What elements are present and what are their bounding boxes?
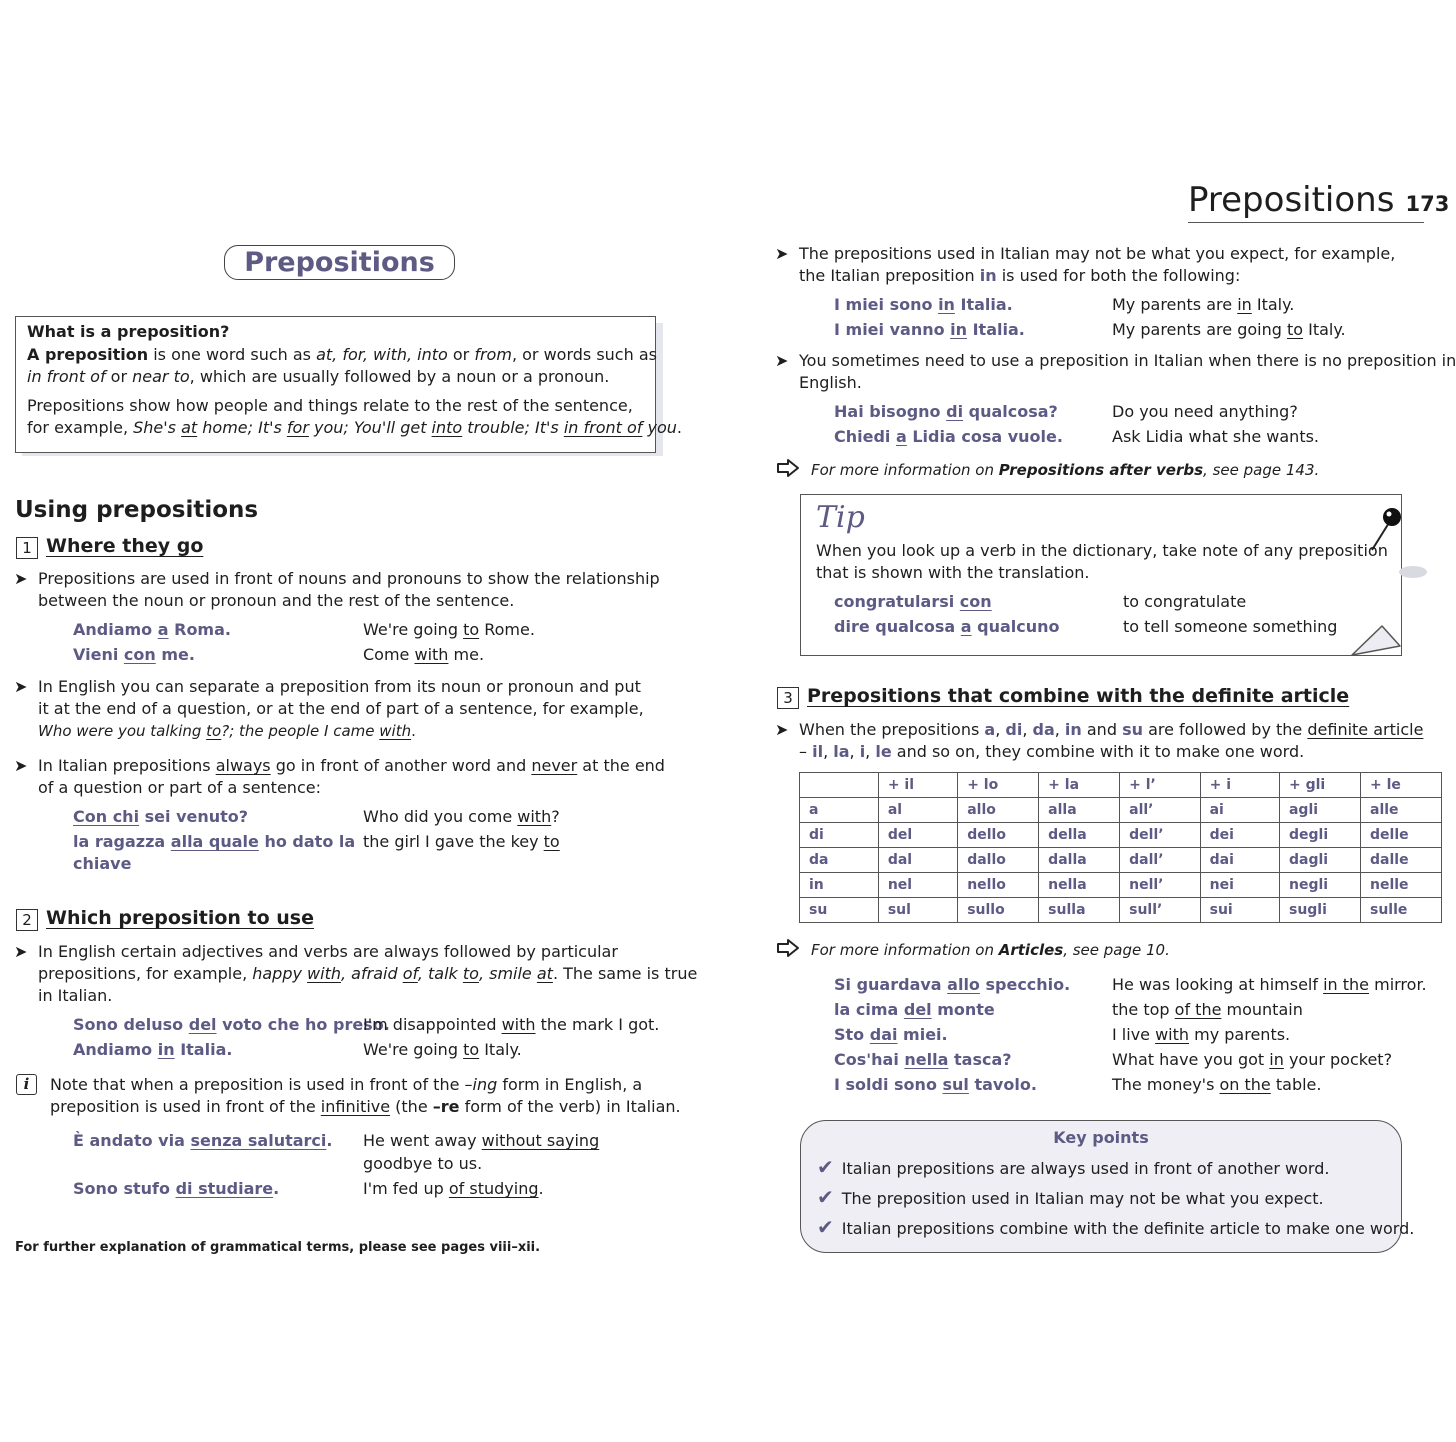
section-1-bullet-2: ➤ In English you can separate a preposition from its noun or pronoun and put it at the end of a question, or at the end of part of a sentence, for example, Who were you talking to?; the people I came with. [38,676,638,742]
section-1-bullet-1: ➤ Prepositions are used in front of nouns and pronouns to show the relationship between the noun or pronoun and the rest of the sentence. [38,568,638,612]
table-cell: dello [958,823,1039,848]
right-bullet-2: ➤ You sometimes need to use a preposition in Italian when there is no preposition in English. [799,350,1429,394]
table-cell: + lo [958,773,1039,798]
section-1-number: 1 [16,537,38,559]
table-cell: negli [1279,873,1360,898]
table-cell: della [1039,823,1120,848]
reference-articles: For more information on Articles, see page 10. [811,941,1170,959]
table-cell: da [800,848,879,873]
example-row: la cima del monte the top of the mountain [834,1000,1303,1019]
key-point-item: ✔ Italian prepositions combine with the definite article to make one word. [817,1215,1415,1239]
table-cell: sulle [1361,898,1442,923]
table-cell: + gli [1279,773,1360,798]
definition-line-2: in front of or near to, which are usually followed by a noun or a pronoun. [27,367,610,386]
example-row: dire qualcosa a qualcuno to tell someone something [834,617,1338,636]
table-cell: agli [1279,798,1360,823]
definition-line-4: for example, She's at home; It's for you; You'll get into trouble; It's in front of you. [27,418,682,437]
table-cell: + l’ [1120,773,1200,798]
section-1-examples-1 [73,617,633,667]
table-cell: sulla [1039,898,1120,923]
page-header [1188,178,1450,223]
check-icon: ✔ [817,1155,834,1179]
tip-examples [834,589,1374,639]
key-point-item: ✔ The preposition used in Italian may not be what you expect. [817,1185,1324,1209]
example-row: la ragazza alla quale ho dato la the girl I gave the key to [73,832,560,851]
example-row: I miei vanno in Italia. My parents are going to Italy. [834,320,1346,339]
example-row: I soldi sono sul tavolo. The money's on the table. [834,1075,1322,1094]
example-row: chiave [73,854,132,873]
page-header-title: Prepositions [1188,180,1395,220]
section-2-number: 2 [16,909,38,931]
example-row: congratularsi con to congratulate [834,592,1247,611]
table-cell: dall’ [1120,848,1200,873]
table-header-row [800,773,1442,798]
example-row: Si guardava allo specchio. He was looking at himself in the mirror. [834,975,1427,994]
article-combination-table [799,772,1442,923]
reference-prepositions-after-verbs: For more information on Prepositions after verbs, see page 143. [811,461,1320,479]
section-1-examples-2 [73,804,633,876]
table-cell: delle [1361,823,1442,848]
title-badge-text: Prepositions [244,247,435,278]
table-cell: dai [1200,848,1279,873]
section-2-bullet-1: ➤ In English certain adjectives and verbs are always followed by particular prepositions, for example, happy with, afraid of, talk to, smile at. The same is true in Italian. [38,941,648,1007]
reference-arrow-icon [776,938,800,962]
table-cell: + le [1361,773,1442,798]
table-row [800,898,1442,923]
table-cell: dalla [1039,848,1120,873]
reference-arrow-icon [776,458,800,482]
table-cell: dal [878,848,957,873]
example-row: Sono deluso del voto che ho preso. I'm disappointed with the mark I got. [73,1015,660,1034]
table-cell: allo [958,798,1039,823]
table-cell: + i [1200,773,1279,798]
table-cell: dallo [958,848,1039,873]
table-cell: sugli [1279,898,1360,923]
example-row: Hai bisogno di qualcosa? Do you need anything? [834,402,1298,421]
table-cell: alle [1361,798,1442,823]
section-3-examples [834,972,1427,1097]
section-2-note: Note that when a preposition is used in front of the –ing form in English, a preposition is used in front of the infinitive (the –re form of the verb) in Italian. [50,1075,681,1116]
table-cell: in [800,873,879,898]
using-prepositions-heading: Using prepositions [15,497,259,523]
footer-note: For further explanation of grammatical terms, please see pages viii–xii. [15,1240,541,1255]
section-1-bullet-3: ➤ In Italian prepositions always go in front of another word and never at the end of a question or part of a sentence: [38,755,638,799]
key-point-item: ✔ Italian prepositions are always used in front of another word. [817,1155,1330,1179]
table-cell: all’ [1120,798,1200,823]
table-cell: nella [1039,873,1120,898]
right-examples-2 [834,399,1414,449]
definition-line-1: A preposition is one word such as at, for, with, into or from, or words such as [27,344,657,364]
table-cell: nel [878,873,957,898]
section-3-bullet: ➤ When the prepositions a, di, da, in and su are followed by the definite article – il, la, i, le and so on, they combine with it to make one word. [799,719,1419,763]
page-number: 173 [1405,192,1450,216]
example-row: I miei sono in Italia. My parents are in Italy. [834,295,1295,314]
section-3-title: Prepositions that combine with the definite article [807,685,1350,707]
table-cell: + la [1039,773,1120,798]
table-row [800,798,1442,823]
check-icon: ✔ [817,1185,834,1209]
table-row [800,823,1442,848]
table-row [800,873,1442,898]
table-cell: alla [1039,798,1120,823]
table-cell [800,773,879,798]
table-cell: + il [878,773,957,798]
table-cell: nelle [1361,873,1442,898]
example-row: Andiamo a Roma. We're going to Rome. [73,620,535,639]
tip-title: Tip [816,500,865,535]
section-2-examples-2 [73,1128,653,1201]
table-cell: dagli [1279,848,1360,873]
section-1-title: Where they go [46,535,204,557]
table-cell: nell’ [1120,873,1200,898]
table-cell: ai [1200,798,1279,823]
table-cell: dell’ [1120,823,1200,848]
table-cell: nei [1200,873,1279,898]
example-row: Chiedi a Lidia cosa vuole. Ask Lidia what she wants. [834,427,1320,446]
section-2-examples-1 [73,1012,660,1062]
section-2-title: Which preposition to use [46,907,314,929]
example-row: goodbye to us. [363,1154,483,1173]
table-cell: dalle [1361,848,1442,873]
right-examples-1 [834,292,1414,342]
example-row: Sto dai miei. I live with my parents. [834,1025,1291,1044]
right-bullet-1: ➤ The prepositions used in Italian may not be what you expect, for example, the Italian preposition in is used for both the following: [799,243,1419,287]
table-cell: nello [958,873,1039,898]
key-points-box [800,1120,1415,1253]
table-cell: a [800,798,879,823]
key-points-title: Key points [1053,1128,1149,1147]
table-cell: degli [1279,823,1360,848]
table-cell: su [800,898,879,923]
page-curl-icon [1352,624,1402,660]
table-cell: del [878,823,957,848]
table-cell: al [878,798,957,823]
table-cell: sull’ [1120,898,1200,923]
definition-heading: What is a preposition? [27,322,230,341]
definition-box [15,316,682,453]
title-badge [224,245,455,280]
table-cell: sul [878,898,957,923]
example-row: Andiamo in Italia. We're going to Italy. [73,1040,522,1059]
example-row: È andato via senza salutarci. He went away without saying [73,1131,600,1150]
example-row: Sono stufo di studiare. I'm fed up of studying. [73,1179,544,1198]
table-cell: di [800,823,879,848]
key-points-list [817,1153,1414,1243]
definition-line-3: Prepositions show how people and things relate to the rest of the sentence, [27,395,633,415]
table-row [800,848,1442,873]
example-row: Vieni con me. Come with me. [73,645,485,664]
section-3-number: 3 [777,687,799,709]
table-cell: dei [1200,823,1279,848]
table-cell: sui [1200,898,1279,923]
example-row: Cos'hai nella tasca? What have you got in your pocket? [834,1050,1393,1069]
tip-text: When you look up a verb in the dictionary, take note of any preposition that is shown with the translation. [816,541,1388,582]
example-row: Con chi sei venuto? Who did you come with? [73,807,560,826]
table-cell: sullo [958,898,1039,923]
info-note-icon: i [16,1074,37,1095]
check-icon: ✔ [817,1215,834,1239]
